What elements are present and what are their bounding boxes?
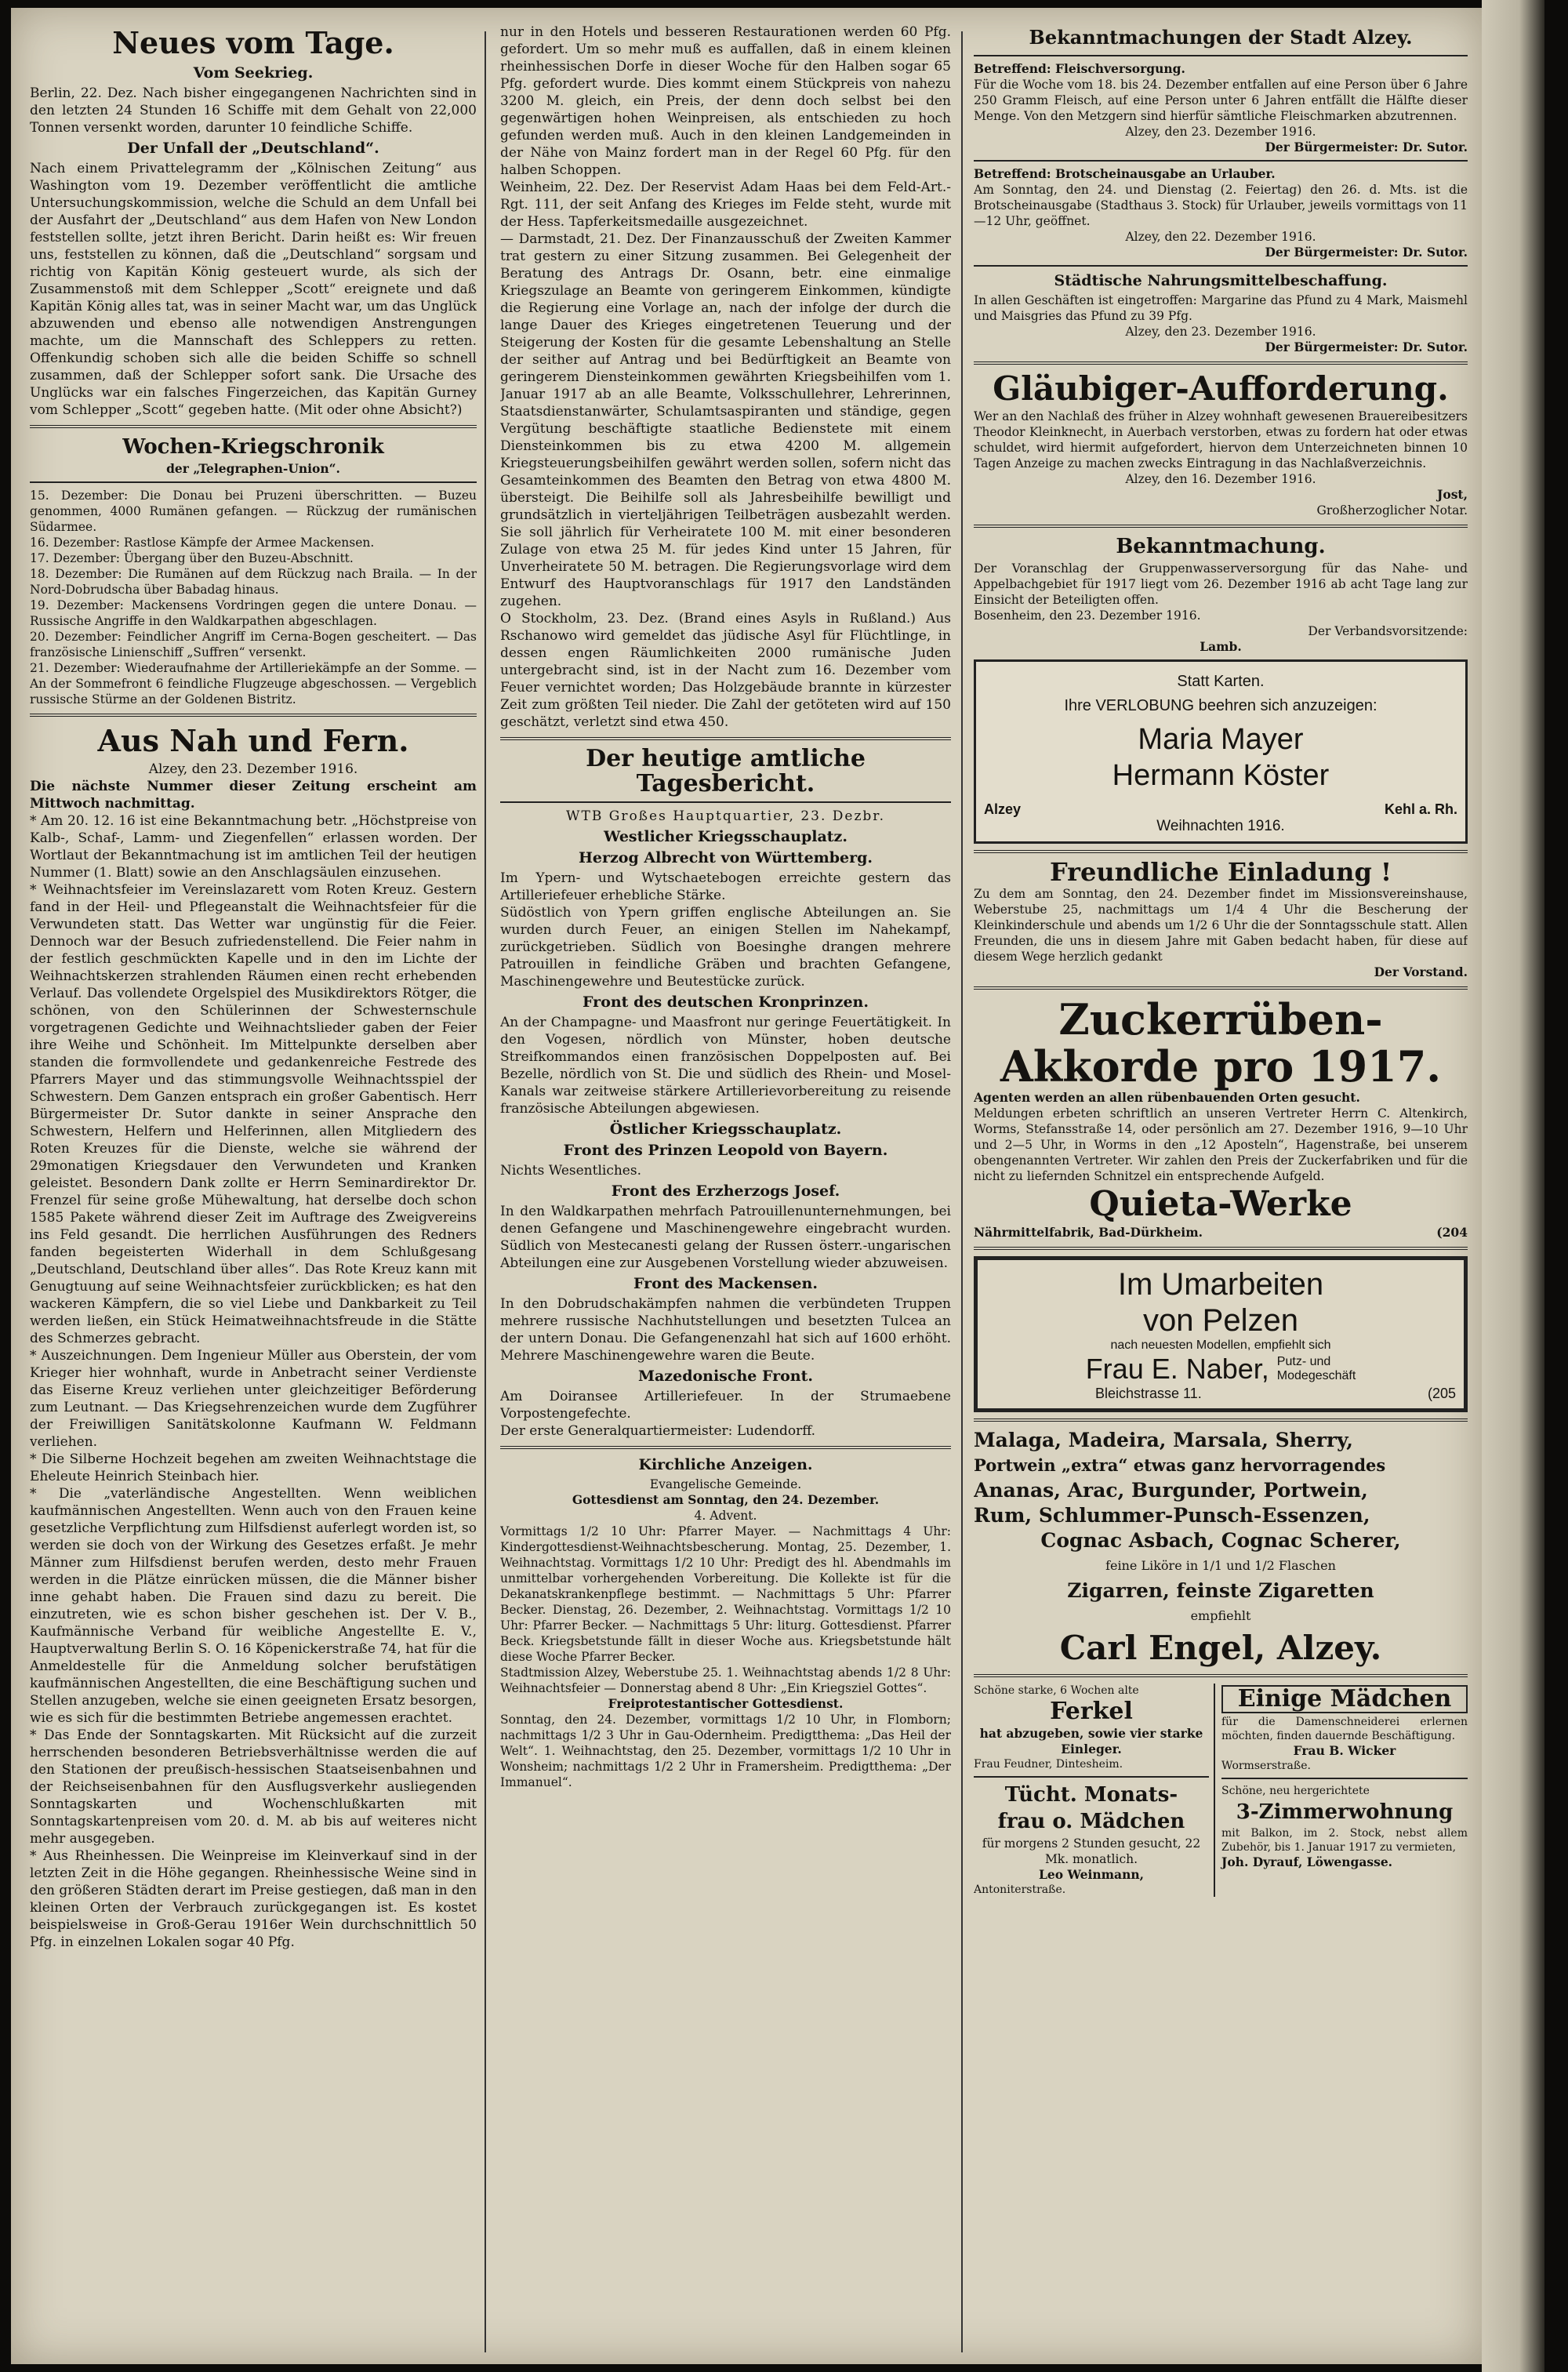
wein-name: Carl Engel, Alzey.	[1059, 1629, 1382, 1667]
josef-heading: Front des Erzherzogs Josef.	[611, 1182, 840, 1200]
verlobung-places	[984, 801, 1457, 818]
verlobung-place-2: Kehl a. Rh.	[1384, 801, 1457, 817]
maedchen-address: Wormserstraße.	[1221, 1760, 1311, 1772]
column-rule	[485, 31, 486, 2352]
bek-stadt-title: Bekanntmachungen der Stadt Alzey.	[1029, 26, 1413, 49]
column-3	[974, 24, 1468, 2356]
maedchen-signature: Frau B. Wicker	[1293, 1743, 1396, 1758]
chronik-list	[30, 488, 477, 707]
monatsfrau-signature: Leo Weinmann,	[1038, 1867, 1145, 1882]
deutschland-heading: Der Unfall der „Deutschland“.	[127, 140, 379, 157]
bekanntmachung-text: Der Voranschlag der Gruppenwasserversorgung für das Nahe- und Appelbachgebiet für 1917 liegt vom 26. Dezember 1916 ab acht Tage lang zur Einsicht der Beteiligten offen.	[974, 561, 1468, 607]
continued-text: nur in den Hotels und besseren Restaurationen werden 60 Pfg. gefordert. Um so mehr muß es auffallen, daß in einem kleinen rheinhessischen Dorfe in dieser Woche für den Halben sogar 65 Pfg. gefordert wurde. Dies kommt einem Stückpreis von nahezu 3200 M. gleich, ein Preis, der denn doch selbst bei den gegenwärtigen hohen Weinpreisen, als entschieden zu hoch gefunden werden muß. Auch in den kleinen Landgemeinden in der Nähe von Mainz fordert man in der Regel 60 Pfg. für den halben Schoppen.	[500, 24, 951, 178]
divider	[1221, 1778, 1468, 1779]
freiprot-title: Freiprotestantischer Gottesdienst.	[608, 1696, 844, 1711]
divider	[500, 737, 951, 740]
ferkel-top: Schöne starke, 6 Wochen alte	[974, 1684, 1139, 1697]
glaeubiger-signature: Jost,	[1437, 487, 1468, 502]
divider	[974, 55, 1468, 56]
aus-paragraph: * Das Ende der Sonntagskarten. Mit Rücksicht auf die zurzeit herrschenden besonderen Betriebsverhältnisse werden die auf den Stationen der preußisch-hessischen Staatseisenbahnen und der Reichseisenbahnen für den Ausflugsverkehr ausliegenden Sonntagskarten und Wochenschlußkarten mit Sonntagskartenpreisen vom 20. d. M. ab bis auf weiteres nicht mehr ausgegeben.	[30, 1727, 477, 1847]
monatsfrau-title-2: frau o. Mädchen	[997, 1810, 1185, 1833]
pelz-address-row	[985, 1386, 1456, 1402]
leopold-heading: Front des Prinzen Leopold von Bayern.	[563, 1142, 888, 1159]
staedt-text: In allen Geschäften ist eingetroffen: Margarine das Pfund zu 4 Mark, Maismehl und Maisgries das Pfund zu 39 Pfg.	[974, 293, 1468, 323]
fleisch-text: Für die Woche vom 18. bis 24. Dezember entfallen auf eine Person über 6 Jahre 250 Gramm Fleisch, auf eine Person unter 6 Jahren entfällt die Hälfte dieser Menge. Von den Metzgern sind hierfür sämtliche Fleischmarken abzutrennen.	[974, 78, 1468, 123]
pelz-address: Bleichstrasse 11.	[1095, 1386, 1202, 1401]
wein-line: Cognac Asbach, Cognac Scherer,	[1040, 1529, 1401, 1552]
verlobung-place-1: Alzey	[984, 801, 1022, 817]
tagesbericht-title: Der heutige amtliche Tagesbericht.	[586, 745, 866, 797]
quieta-title: Quieta-Werke	[1089, 1184, 1352, 1224]
kronprinz-heading: Front des deutschen Kronprinzen.	[583, 993, 869, 1011]
einladung-title: Freundliche Einladung !	[1049, 857, 1392, 887]
zucker-subtitle: Agenten werden an allen rübenbauenden Orten gesucht.	[974, 1090, 1360, 1105]
zimmer-top: Schöne, neu hergerichtete	[1221, 1785, 1370, 1797]
glaeubiger-title: Gläubiger-Aufforderung.	[993, 369, 1449, 408]
kirche-title: Kirchliche Anzeigen.	[638, 1456, 813, 1473]
aus-paragraph: * Auszeichnungen. Dem Ingenieur Müller aus Oberstein, der vom Krieger hier wohnhaft, wurde in Anbetracht seiner Verdienste das Eiserne Kreuz verliehen unter gleichzeitiger Beförderung zum Leutnant. — Das Kriegsehrenzeichen wurde dem Zugführer der Freiwilligen Sanitätskolonne Kaufmann W. Feldmann verliehen.	[30, 1348, 477, 1450]
brot-date: Alzey, den 22. Dezember 1916.	[1125, 230, 1316, 244]
west-heading: Westlicher Kriegsschauplatz.	[604, 828, 848, 845]
freiprot-text: Sonntag, den 24. Dezember, vormittags 1/2 10 Uhr, in Flomborn; nachmittags 1/2 3 Uhr in Gau-Odernheim. Predigtthema: „Das Heil der Welt“. 1. Weihnachtstag, den 25. Dezember, vormittags 1/2 10 Uhr in Wonsheim; nachmittags 1/2 2 Uhr in Framersheim. Predigtthema: „Der Immanuel“.	[500, 1713, 951, 1789]
josef-text: In den Waldkarpathen mehrfach Patrouillenunternehmungen, bei denen Gefangene und Maschinengewehre eingebracht wurden. Südlich von Mestecanesti gelang der Russen österr.-ungarischen Abteilungen eine zur Ausgebenen Vorstellung wieder abzuweisen.	[500, 1204, 951, 1271]
ludendorff-signature: Der erste Generalquartiermeister: Ludendorff.	[500, 1423, 816, 1439]
verlobung-card	[974, 659, 1468, 844]
aus-paragraph: * Weihnachtsfeier im Vereinslazarett vom Roten Kreuz. Gestern fand in der Heil- und Pflegeanstalt die Weihnachtsfeier für die Verwundeten statt. Das Wetter war ungünstig für die Feier. Dennoch war der Besuch zufriedenstellend. Die Feier nahm in der festlich geschmückten Kapelle und in den im Lichte der Weihnachtskerzen strahlenden Räumen einen recht erhebenden Verlauf. Das vollendete Orgelspiel des Musikdirektors Rötger, die schönen, von den Schülerinnen der Schwesternschule vorgetragenen Gedichte und Weihnachtslieder gaben der Feier ihre Weihe und Schönheit. Im Mittelpunkte derselben aber standen die formvollendete und gedankenreiche Festrede des Pfarrers Mayer und das stimmungsvolle Weihnachtsspiel der Schwestern. Dem Ganzen entsprach ein großer Gabentisch. Herr Bürgermeister Dr. Sutor dankte in seiner Ansprache den Schwestern, Helfern und Helferinnen, allen Mitgliedern des Roten Kreuzes für die Dienste, welche sie während der 29monatigen Kriegsdauer den Verwundeten und Kranken geleistet. Besondern Dank zollte er Herrn Seminardirektor Dr. Frenzel für seine große Mühewaltung, hat derselbe doch schon 1585 Pakete während dieser Zeit im Auftrage des Zweigvereins ins Feld gesandt. Die herrlichen Ausführungen des Redners fanden begeisterten Widerhall in dem Schlußgesang „Deutschland, Deutschland über alles“. Das Rote Kreuz kann mit Genugtuung auf seine Weihnachtsfeier zurückblicken; es hat den wackeren Kämpfern, die so viel Liebe und Dankbarkeit zu Teil werden ließen, ein Stück Heimatweihnachtsfreude in die Stätte des Schmerzes gebracht.	[30, 882, 477, 1346]
chronik-item: 16. Dezember: Rastlose Kämpfe der Armee Mackensen.	[30, 536, 375, 550]
verlobung-intro: Ihre VERLOBUNG beehren sich anzuzeigen:	[1064, 697, 1377, 714]
wein-line: Portwein „extra“ etwas ganz hervorragendes	[974, 1455, 1386, 1475]
divider	[974, 361, 1468, 365]
wein-line: empfiehlt	[1190, 1608, 1251, 1623]
stadtmission-text: Stadtmission Alzey, Weberstube 25. 1. Weihnachtstag abends 1/2 8 Uhr: Weihnachtsfeier — Donnerstag abend 8 Uhr: „Ein Kriegsziel Gottes“.	[500, 1665, 951, 1695]
zimmer-text: mit Balkon, im 2. Stock, nebst allem Zubehör, bis 1. Januar 1917 zu vermieten,	[1221, 1827, 1468, 1854]
divider	[30, 481, 477, 483]
seekrieg-heading: Vom Seekrieg.	[193, 64, 314, 82]
wein-line: Ananas, Arac, Burgunder, Portwein,	[974, 1479, 1368, 1502]
ost-heading: Östlicher Kriegsschauplatz.	[609, 1121, 842, 1138]
wein-line: Zigarren, feinste Zigaretten	[1067, 1579, 1374, 1602]
zucker-title-2: Akkorde pro 1917.	[1000, 1041, 1442, 1092]
mazedonien-heading: Mazedonische Front.	[637, 1368, 814, 1385]
newspaper-page	[11, 8, 1482, 2364]
divider	[500, 1446, 951, 1449]
pelz-name-row	[985, 1353, 1456, 1386]
bekanntmachung-title: Bekanntmachung.	[1116, 535, 1326, 558]
ferkel-title: Ferkel	[1050, 1698, 1133, 1725]
albrecht-text-2: Südöstlich von Ypern griffen englische Abteilungen an. Sie wurden durch Feuer, an einigen Stellen im Nahekampf, zurückgetrieben. Südlich von Boesinghe drangen mehrere Patrouillen in feindliche Gräben und brachten Gefangene, Maschinengewehre und Beutestücke zurück.	[500, 905, 951, 990]
quieta-line	[974, 1225, 1468, 1240]
pelz-name: Frau E. Naber,	[1085, 1353, 1269, 1385]
verlobung-name-1: Maria Mayer	[1138, 723, 1304, 756]
bekanntmachung-date: Bosenheim, den 23. Dezember 1916.	[974, 608, 1201, 623]
mazedonien-text: Am Doiransee Artilleriefeuer. In der Strumaebene Vorpostengefechte.	[500, 1389, 951, 1422]
darmstadt-text: — Darmstadt, 21. Dez. Der Finanzausschuß der Zweiten Kammer trat gestern zu einer Sitzung zusammen. Bei Gelegenheit der Beratung des Antrags Dr. Osann, betr. eine einmalige Kriegszulage an Beamte von geringerem Einkommen, kündigte die Regierung eine Vorlage an, nach der infolge der durch die lange Dauer des Krieges eingetretenen Teuerung und der Steigerung der Kosten für die gesamte Lebenshaltung an Stelle der seither auf Antrag und bei Bedürftigkeit an Beamte von geringerem Diensteinkommen gewährten Kriegsbeihilfen vom 1. Januar 1917 ab an alle Beamte, Volksschullehrer, Lehrerinnen, Staatsdienstanwärter, Schulamtsaspiranten und ständige, gegen Vergütung beschäftigte staatliche Bedienstete mit einem Diensteinkommen bis zu etwa 4200 M. allgemein Kriegsteuerungsbeihilfen gewährt werden sollen, sofern nicht das Gesamteinkommen des Beamten den Betrag von etwa 4800 M. übersteigt. Die Beihilfe soll als Jahresbeihilfe bewilligt und grundsätzlich in vierteljährigen Teilbeträgen ausbezahlt werden. Sie soll jährlich für Verheiratete 100 M. mit einer besonderen Zulage von etwa 25 M. für jedes Kind unter 15 Jahren, für Unverheiratete 50 M. betragen. Die Regierungsvorlage wird dem Entwurf des Hauptvoranschlags für 1917 den Landständen zugehen.	[500, 231, 951, 609]
pelz-title-1: Im Umarbeiten	[1117, 1267, 1324, 1302]
glaeubiger-text: Wer an den Nachlaß des früher in Alzey wohnhaft gewesenen Brauereibesitzers Theodor Kleinknecht, in Auerbach verstorben, etwas zu fordern hat oder etwas schuldet, wird hiermit aufgefordert, hiervon dem Unterzeichneten binnen 10 Tagen Anzeige zu machen zwecks Eintragung in das Nachlaßverzeichnis.	[974, 409, 1468, 470]
column-rule	[961, 31, 963, 2352]
einladung-signature: Der Vorstand.	[1374, 964, 1468, 979]
divider	[974, 1674, 1468, 1677]
kirche-subtitle-2: Gottesdienst am Sonntag, den 24. Dezember.	[572, 1492, 880, 1507]
glaeubiger-signature-title: Großherzoglicher Notar.	[1316, 503, 1468, 518]
pelz-side	[1277, 1355, 1356, 1383]
pelz-ad	[974, 1256, 1468, 1412]
tagesbericht-dateline: WTB Großes Hauptquartier, 23. Dezbr.	[566, 808, 885, 824]
chronik-item: 18. Dezember: Die Rumänen auf dem Rückzug nach Braila. — In der Nord-Dobrudscha über Babadag hinaus.	[30, 567, 477, 597]
ferkel-text: hat abzugeben, sowie vier starke Einleger.	[979, 1726, 1203, 1756]
verlobung-name-2: Hermann Köster	[1112, 759, 1330, 792]
wein-line: Rum, Schlummer-Punsch-Essenzen,	[974, 1504, 1370, 1527]
albrecht-heading: Herzog Albrecht von Württemberg.	[578, 849, 873, 866]
small-ads-left	[974, 1684, 1215, 1897]
column-2	[500, 24, 951, 2356]
mackensen-text: In den Dobrudschakämpfen nahmen die verbündeten Truppen mehrere russische Nachhutstellungen und besetzten Tulcea an der untern Donau. Die Gefangenenzahl hat sich auf 1600 erhöht. Mehrere Maschinengewehre waren die Beute.	[500, 1296, 951, 1364]
divider	[974, 850, 1468, 853]
divider	[974, 1247, 1468, 1250]
brot-heading: Betreffend: Brotscheinausgabe an Urlauber.	[974, 166, 1276, 181]
weinheim-text: Weinheim, 22. Dez. Der Reservist Adam Haas bei dem Feld-Art.-Rgt. 111, der seit Anfang des Krieges im Felde steht, wurde mit der Hess. Tapferkeitsmedaille ausgezeichnet.	[500, 180, 951, 230]
divider	[974, 1418, 1468, 1422]
column-1	[30, 24, 477, 2356]
monatsfrau-address: Antoniterstraße.	[974, 1883, 1066, 1896]
divider	[30, 425, 477, 428]
chronik-item: 20. Dezember: Feindlicher Angriff im Cerna-Bogen gescheitert. — Das französische Linienschiff „Suffren“ versenkt.	[30, 630, 477, 659]
verlobung-statt-karten: Statt Karten.	[1177, 673, 1265, 690]
chronik-item: 19. Dezember: Mackensens Vordringen gegen die untere Donau. — Russische Angriffe in den Waldkarpathen abgeschlagen.	[30, 598, 477, 628]
albrecht-text: Im Ypern- und Wytschaetebogen erreichte gestern das Artilleriefeuer erhebliche Stärke.	[500, 870, 951, 903]
pelz-side-2: Modegeschäft	[1276, 1369, 1356, 1382]
wein-line: Malaga, Madeira, Marsala, Sherry,	[974, 1429, 1353, 1451]
zimmer-title: 3-Zimmerwohnung	[1236, 1800, 1454, 1824]
pelz-subtitle: nach neuesten Modellen, empfiehlt sich	[1110, 1339, 1331, 1352]
quieta-subtitle: Nährmittelfabrik, Bad-Dürkheim.	[974, 1225, 1203, 1240]
divider	[30, 714, 477, 717]
verlobung-date: Weihnachten 1916.	[1156, 818, 1285, 834]
wein-ad	[974, 1428, 1468, 1668]
mackensen-heading: Front des Mackensen.	[633, 1275, 818, 1292]
deutschland-text: Nach einem Privattelegramm der „Kölnischen Zeitung“ aus Washington vom 19. Dezember veröffentlicht die amtliche Untersuchungskommission, welche die Schuld an dem Unfall bei der Ausfahrt der „Deutschland“ aus dem Hafen von New London feststellen sollte, jetzt ihren Bericht. Darin heißt es: Wir freuen uns, feststellen zu können, daß die „Deutschland“ sorgsam und richtig von Kapitän König gesteuert wurde, als sich der Zusammenstoß mit dem Schlepper „Scott“ ereignete und daß Kapitän König alles tat, was in seiner Macht war, um das Unglück abzuwenden und ebenso alle notwendigen Anstrengungen machte, um die Mannschaft des Schleppers zu retten. Offenkundig schoben sich alle die beiden Schiffe so schnell zusammen, daß der Schlepper sofort sank. Die Ursache des Unglücks war ein falsches Fingerzeichen, das Kapitän Gurney vom Schlepper „Scott“ gegeben hatte. (Mit oder ohne Absicht?)	[30, 161, 477, 418]
leopold-text: Nichts Wesentliches.	[500, 1163, 641, 1179]
staedt-date: Alzey, den 23. Dezember 1916.	[1125, 325, 1316, 339]
section-title-aus-nah-und-fern: Aus Nah und Fern.	[97, 723, 409, 758]
fleisch-date: Alzey, den 23. Dezember 1916.	[1125, 125, 1316, 139]
bekanntmachung-signature-title: Der Verbandsvorsitzende:	[1308, 624, 1468, 638]
aus-note: Die nächste Nummer dieser Zeitung erscheint am Mittwoch nachmittag.	[30, 779, 477, 812]
pelz-side-1: Putz- und	[1276, 1355, 1331, 1368]
seekrieg-text: Berlin, 22. Dez. Nach bisher eingegangenen Nachrichten sind in den letzten 24 Stunden 16 Schiffe mit dem Gehalt von 22,000 Tonnen versenkt worden, darunter 10 feindliche Schiffe.	[30, 85, 477, 136]
aus-paragraph: * Die Silberne Hochzeit begehen am zweiten Weihnachtstage die Eheleute Heinrich Steinbach hier.	[30, 1451, 477, 1484]
wein-line: feine Liköre in 1/1 und 1/2 Flaschen	[1105, 1558, 1336, 1573]
small-ads-right	[1221, 1684, 1468, 1897]
brot-signature: Der Bürgermeister: Dr. Sutor.	[1265, 245, 1468, 260]
chronik-item: 17. Dezember: Übergang über den Buzeu-Abschnitt.	[30, 551, 354, 565]
zucker-title-1: Zuckerrüben-	[1058, 994, 1383, 1044]
pelz-title-2: von Pelzen	[1143, 1303, 1298, 1338]
divider	[974, 986, 1468, 990]
ferkel-signature: Frau Feudner, Dintesheim.	[974, 1758, 1123, 1771]
staedt-heading: Städtische Nahrungsmittelbeschaffung.	[1054, 272, 1388, 289]
section-title-neues: Neues vom Tage.	[112, 25, 394, 60]
divider	[974, 160, 1468, 162]
monatsfrau-title-1: Tücht. Monats-	[1004, 1783, 1178, 1807]
fleisch-heading: Betreffend: Fleischversorgung.	[974, 61, 1185, 76]
fleisch-signature: Der Bürgermeister: Dr. Sutor.	[1265, 140, 1468, 154]
einladung-text: Zu dem am Sonntag, den 24. Dezember findet im Missionsvereinshause, Weberstube 25, nachmittags um 1/4 4 Uhr die Bescherung der Kleinkinderschule und abends um 1/2 6 Uhr die der Sonntagsschule statt. Allen Freunden, die uns in diesem Jahre mit Gaben bedacht haben, für diese auf diesem Wege herzlich gedankt	[974, 887, 1468, 964]
aus-dateline: Alzey, den 23. Dezember 1916.	[148, 761, 358, 777]
bekanntmachung-signature: Lamb.	[1200, 639, 1242, 654]
zimmer-signature: Joh. Dyrauf, Löwengasse.	[1221, 1854, 1393, 1869]
pelz-number: (205	[1427, 1386, 1456, 1401]
kirche-text: Vormittags 1/2 10 Uhr: Pfarrer Mayer. — Nachmittags 4 Uhr: Kindergottesdienst-Weihnachtsbescherung. Montag, 25. Dezember, 1. Weihnachtstag. Vormittags 1/2 10 Uhr: Predigt des hl. Abendmahls im unmittelbar vorhergehenden Vorbereitung. Die Kollekte ist für die Dekanatskrankenpflege bestimmt. — Nachmittags 5 Uhr: Pfarrer Becker. Dienstag, 26. Dezember, 2. Weihnachtstag. Vormittags 1/2 10 Uhr: Pfarrer Becker. — Nachmittags 5 Uhr: liturg. Gottesdienst. Pfarrer Beck. Kriegsbetstunde fällt in dieser Woche aus. Kriegsbetstunde hält diese Woche Pfarrer Becker.	[500, 1524, 951, 1664]
chronik-title: Wochen-Kriegschronik	[122, 435, 384, 459]
chronik-subtitle: der „Telegraphen-Union“.	[166, 461, 340, 476]
kronprinz-text: An der Champagne- und Maasfront nur geringe Feuertätigkeit. In den Vogesen, nördlich von Münster, hoben deutsche Streifkommandos einen französischen Doppelposten auf. Bei Bezelle, nördlich von St. Die und südlich des Rhein- und Mosel-Kanals war zeitweise stärkere Artillerievorbereitung zu reisende französische Abteilungen abgewiesen.	[500, 1015, 951, 1117]
aus-paragraph: * Aus Rheinhessen. Die Weinpreise im Kleinverkauf sind in der letzten Zeit in die Höhe gegangen. Rheinhessische Weine sind in den größeren Städten derart im Preise gestiegen, daß man in den kleinen Orten der Verbrauch zurückgegangen ist. Es kostet beispielsweise in Groß-Gerau 1916er Wein durchschnittlich 50 Pfg. in einzelnen Lokalen sogar 40 Pfg.	[30, 1848, 477, 1950]
kirche-subtitle-3: 4. Advent.	[694, 1509, 757, 1523]
chronik-item: 15. Dezember: Die Donau bei Pruzeni überschritten. — Buzeu genommen, 4000 Rumänen gefangen. — Rückzug der rumänischen Südarmee.	[30, 489, 477, 534]
glaeubiger-date: Alzey, den 16. Dezember 1916.	[1125, 472, 1316, 486]
maedchen-title: Einige Mädchen	[1221, 1685, 1468, 1713]
staedt-signature: Der Bürgermeister: Dr. Sutor.	[1265, 340, 1468, 354]
zucker-text: Meldungen erbeten schriftlich an unseren Vertreter Herrn C. Altenkirch, Worms, Stefansstraße 14, oder persönlich am 27. Dezember 1916, 9—10 Uhr und 2—5 Uhr, in Worms in den „12 Aposteln“, Hagenstraße, bei unserem obengenannten Vertreter. Wir zahlen den Preis der Zuckerfabriken und für die nicht zu liefernden Schnitzel ein entsprechende Aufgeld.	[974, 1106, 1468, 1183]
kirche-subtitle: Evangelische Gemeinde.	[649, 1477, 802, 1491]
chronik-item: 21. Dezember: Wiederaufnahme der Artilleriekämpfe an der Somme. — An der Sommefront 6 feindliche Flugzeuge abgeschossen. — Vergeblich russische Stürme an der Goldenen Bistritz.	[30, 661, 477, 707]
quieta-number: (204	[1436, 1225, 1468, 1240]
aus-paragraph: * Am 20. 12. 16 ist eine Bekanntmachung betr. „Höchstpreise von Kalb-, Schaf-, Lamm- und Ziegenfellen“ erlassen worden. Der Wortlaut der Bekanntmachung ist im amtlichen Teil der heutigen Nummer (1. Blatt) sowie an den Anschlagsäulen einzusehen.	[30, 813, 477, 881]
monatsfrau-text: für morgens 2 Stunden gesucht, 22 Mk. monatlich.	[982, 1836, 1201, 1866]
aus-paragraph: * Die „vaterländische Angestellten. Wenn weiblichen kaufmännischen Angestellten. Wenn auch von den Frauen keine gesetzliche Verpflichtung zum Hilfsdienst auferlegt worden ist, so werden sie doch von der Wirkung des Gesetzes erfaßt. Je mehr Männer zum Hilfsdienst berufen werden, desto mehr Frauen werden in die Plätze einrücken müssen, die die Männer bisher inne gehabt haben. Die Frauen sind dazu zu bereit. Die einzutreten, wie es schon bisher geschehen ist. Der V. B., Kaufmännische Verband für weibliche Angestellte E. V., Hauptverwaltung Berlin S. O. 16 Köpenickerstraße 74, hat für die Anmeldestelle für die Anmeldung solcher berufstätigen kaufmännischen Angestellten, die eine Beschäftigung suchen und Stellen anzugeben, welche sie einen geeigneten Ersatz besorgen, wie es sich für die bestimmten Betriebe angemessen erachtet.	[30, 1486, 477, 1726]
small-ads	[974, 1684, 1468, 1897]
divider	[974, 525, 1468, 528]
brot-text: Am Sonntag, den 24. und Dienstag (2. Feiertag) den 26. d. Mts. ist die Brotscheinausgabe (Stadthaus 3. Stock) für Urlauber, jeweils vormittags von 11—12 Uhr, geöffnet.	[974, 183, 1468, 228]
divider	[974, 1776, 1209, 1778]
divider	[974, 265, 1468, 267]
divider	[500, 801, 951, 803]
stockholm-text: O Stockholm, 23. Dez. (Brand eines Asyls in Rußland.) Aus Rschanowo wird gemeldet das jüdische Asyl für Flüchtlinge, in dessen engen Räumlichkeiten 2000 rumänische Juden untergebracht sind, ist in der Nacht zum 16. Dezember vom Feuer vernichtet worden; Das Holzgebäude brannte in kürzester Zeit zum größten Teil nieder. Die Zahl der getöteten wird auf 150 geschätzt, verletzt sind etwa 450.	[500, 611, 951, 730]
page-edge	[1482, 0, 1544, 2372]
maedchen-text: für die Damenschneiderei erlernen möchten, finden dauernde Beschäftigung.	[1221, 1716, 1468, 1742]
